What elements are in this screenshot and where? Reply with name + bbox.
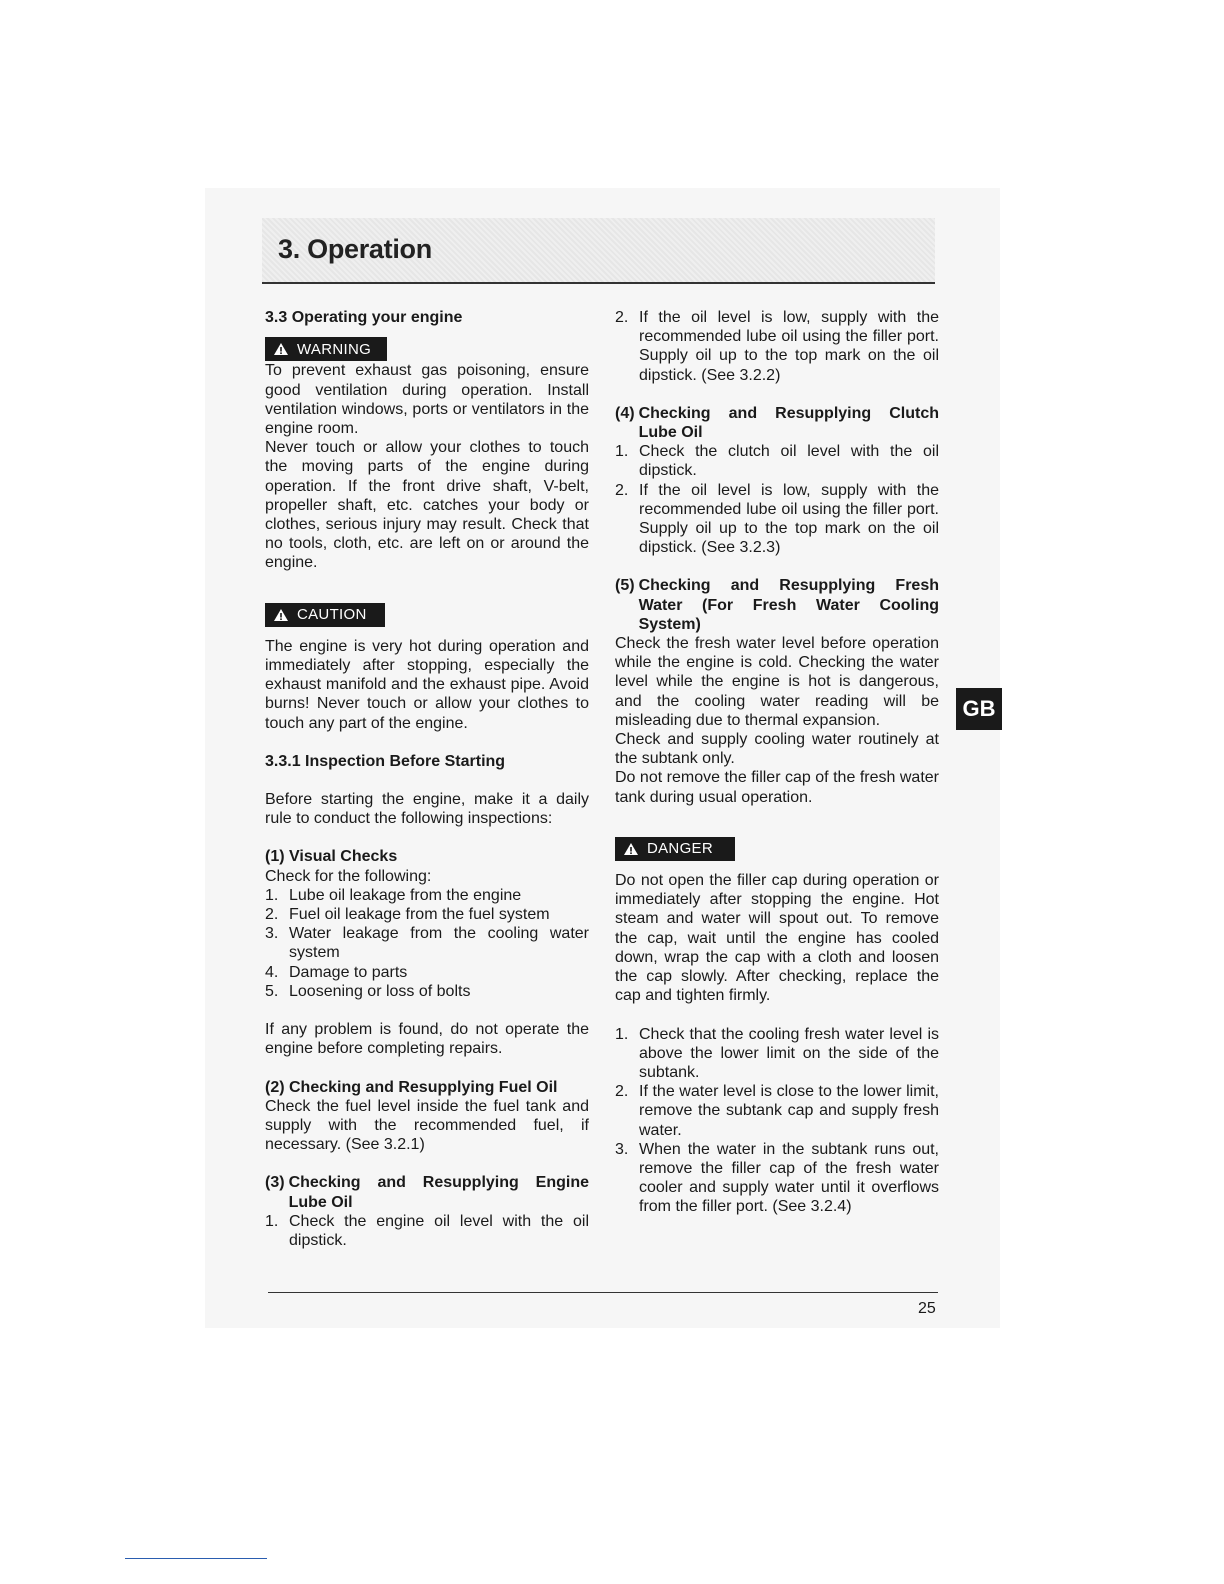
fresh-water-list	[615, 1025, 939, 1217]
warning-text-ventilation: To prevent exhaust gas poisoning, ensure good ventilation during operation. Install ventilation windows, ports or ventilators in the engine room.	[265, 362, 589, 438]
list-item: 2. If the water level is close to the lower limit, remove the subtank cap and supply fresh water.	[615, 1083, 939, 1139]
fresh-water-text-check: Check the fresh water level before operation while the engine is cold. Checking the water level while the engine is hot is dangerous, and the cooling water reading will be misleading due to thermal expansion.	[615, 635, 939, 729]
danger-text: Do not open the filler cap during operation or immediately after stopping the engine. Hot steam and water will spout out. To remove the cap, wait until the engine has cooled down, wrap the cap with a cloth and loosen the cap slowly. After checking, replace the cap and tighten firmly.	[615, 872, 939, 1005]
heading-operating-engine: 3.3 Operating your engine	[265, 309, 463, 326]
header-rule	[262, 282, 935, 284]
visual-checks-list	[265, 886, 589, 1001]
language-tab-gb: GB	[956, 688, 1002, 730]
edge-line	[125, 1558, 267, 1559]
heading-engine-lube-oil: (3) Checking and Resupplying Engine Lube Oil	[265, 1174, 589, 1211]
list-item: 3. Water leakage from the cooling water system	[265, 925, 589, 962]
engine-lube-list	[265, 1212, 589, 1250]
right-column	[615, 308, 939, 1217]
left-column	[265, 308, 589, 1250]
list-item: 5. Loosening or loss of bolts	[265, 982, 471, 1000]
warning-text-moving-parts: Never touch or allow your clothes to touch the moving parts of the engine during operation. If the front drive shaft, V-belt, propeller shaft, etc. catches your body or clothes, serious injury may result. Check that no tools, cloth, etc. are left on or around the engine.	[265, 439, 589, 572]
heading-fresh-water: (5) Checking and Resupplying Fresh Water (For Fresh Water Cooling System)	[615, 577, 939, 633]
visual-checks-intro: Check for the following:	[265, 867, 432, 885]
list-item: 2. If the oil level is low, supply with the recommended lube oil using the filler port. Supply oil up to the top mark on the oil dipstick. (See 3.2.3)	[615, 481, 939, 557]
section-title: 3. Operation	[278, 234, 432, 264]
list-item: 1. Lube oil leakage from the engine	[265, 886, 522, 904]
list-item: 1. Check the clutch oil level with the oil dipstick.	[615, 443, 939, 480]
danger-triangle-icon	[623, 842, 639, 856]
heading-fuel-oil: (2) Checking and Resupplying Fuel Oil	[265, 1078, 558, 1096]
fresh-water-text-subtank: Check and supply cooling water routinely at the subtank only.	[615, 731, 939, 768]
caution-label	[265, 603, 385, 627]
caution-label-text: CAUTION	[297, 606, 367, 624]
warning-triangle-icon	[273, 342, 289, 356]
list-item: 4. Damage to parts	[265, 963, 408, 981]
problem-found-text: If any problem is found, do not operate the engine before completing repairs.	[265, 1021, 589, 1058]
fuel-oil-text: Check the fuel level inside the fuel tank and supply with the recommended fuel, if necessary. (See 3.2.1)	[265, 1097, 589, 1154]
warning-label	[265, 337, 387, 361]
page-number: 25	[918, 1300, 936, 1317]
fresh-water-text-filler-cap: Do not remove the filler cap of the fresh water tank during usual operation.	[615, 769, 939, 806]
list-item: 3. When the water in the subtank runs out, remove the filler cap of the fresh water cooler and supply water until it overflows from the filler port. (See 3.2.4)	[615, 1140, 939, 1216]
list-item: 1. Check the engine oil level with the oil dipstick.	[265, 1212, 589, 1249]
heading-visual-checks: (1) Visual Checks	[265, 848, 398, 866]
danger-label-text: DANGER	[647, 840, 713, 858]
danger-label	[615, 837, 735, 861]
warning-label-text: WARNING	[297, 340, 372, 358]
list-item: 2. Fuel oil leakage from the fuel system	[265, 906, 550, 924]
caution-text: The engine is very hot during operation and immediately after stopping, especially the exhaust manifold and the exhaust pipe. Avoid burns! Never touch or allow your clothes to touch any part of the engine.	[265, 637, 589, 732]
list-item: 1. Check that the cooling fresh water level is above the lower limit on the side of the subtank.	[615, 1025, 939, 1081]
footer-rule	[268, 1292, 938, 1293]
caution-triangle-icon	[273, 608, 289, 622]
heading-clutch-lube-oil: (4) Checking and Resupplying Clutch Lube Oil	[615, 404, 939, 442]
engine-lube-list-continued	[615, 308, 939, 385]
clutch-lube-list	[615, 442, 939, 557]
list-item: 2. If the oil level is low, supply with the recommended lube oil using the filler port. Supply oil up to the top mark on the oil dipstick. (See 3.2.2)	[615, 309, 939, 384]
inspection-intro: Before starting the engine, make it a daily rule to conduct the following inspections:	[265, 791, 589, 828]
heading-inspection-before-starting: 3.3.1 Inspection Before Starting	[265, 752, 506, 770]
